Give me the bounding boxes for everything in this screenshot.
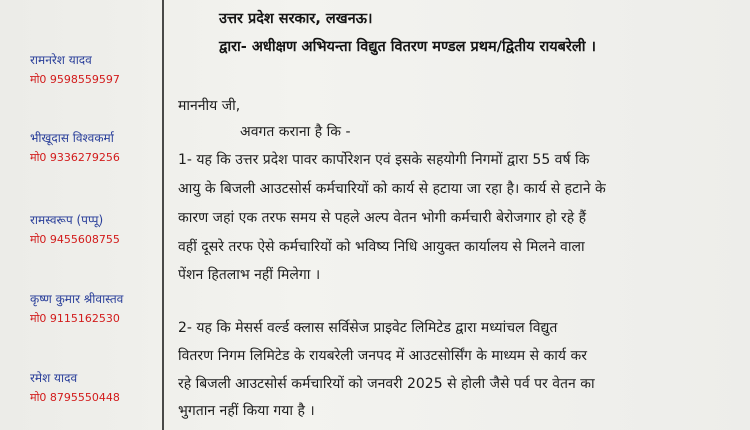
contact-name: भीखूदास विश्वकर्मा	[30, 131, 114, 145]
point-1-line: 1- यह कि उत्तर प्रदेश पावर कार्पोरेशन एवं इसके सहयोगी निगमों द्वारा 55 वर्ष कि	[178, 152, 590, 168]
contact-card	[30, 130, 120, 166]
contact-name: रामस्वरूप (पप्पू)	[30, 213, 104, 227]
point-2-line: 2- यह कि मेसर्स वर्ल्ड क्लास सर्विसेज प्राइवेट लिमिटेड द्वारा मध्यांचल विद्युत	[178, 320, 558, 336]
contact-card	[30, 370, 120, 406]
contact-card	[30, 212, 120, 248]
contact-card	[30, 52, 120, 88]
point-1-line: आयु के बिजली आउटसोर्स कर्मचारियों को कार्य से हटाया जा रहा है। कार्य से हटाने के	[178, 181, 606, 197]
contact-phone: मो0 9455608755	[30, 233, 120, 246]
contact-name: रामनरेश यादव	[30, 53, 92, 67]
contact-phone: मो0 9115162530	[30, 312, 120, 325]
contact-phone: मो0 9336279256	[30, 151, 120, 164]
letter-body	[164, 0, 750, 430]
contact-phone: मो0 9598559597	[30, 73, 120, 86]
contact-sidebar	[0, 0, 162, 430]
contact-name: कृष्ण कुमार श्रीवास्तव	[30, 292, 124, 306]
addressee-line: उत्तर प्रदेश सरकार, लखनऊ।	[219, 11, 373, 27]
point-1-line: पेंशन हितलाभ नहीं मिलेगा ।	[178, 267, 321, 283]
via-line: द्वारा- अधीक्षण अभियन्ता विद्युत वितरण मण्डल प्रथम/द्वितीय रायबरेली ।	[219, 39, 596, 55]
contact-phone: मो0 8795550448	[30, 391, 120, 404]
salutation: माननीय जी,	[178, 98, 241, 114]
point-2-line: रहे बिजली आउटसोर्स कर्मचारियों को जनवरी 2025 से होली जैसे पर्व पर वेतन का	[178, 376, 595, 392]
point-1-line: वहीं दूसरे तरफ ऐसे कर्मचारियों को भविष्य निधि आयुक्त कार्यालय से मिलने वाला	[178, 239, 585, 255]
point-2-line: वितरण निगम लिमिटेड के रायबरेली जनपद में आउटसोर्सिंग के माध्यम से कार्य कर	[178, 348, 587, 364]
point-2-line: भुगतान नहीं किया गया है ।	[178, 403, 315, 419]
point-1-line: कारण जहां एक तरफ समय से पहले अल्प वेतन भोगी कर्मचारी बेरोजगार हो रहे हैं	[178, 210, 587, 226]
intro-line: अवगत कराना है कि -	[240, 124, 351, 140]
contact-name: रमेश यादव	[30, 371, 78, 385]
contact-card	[30, 291, 123, 327]
